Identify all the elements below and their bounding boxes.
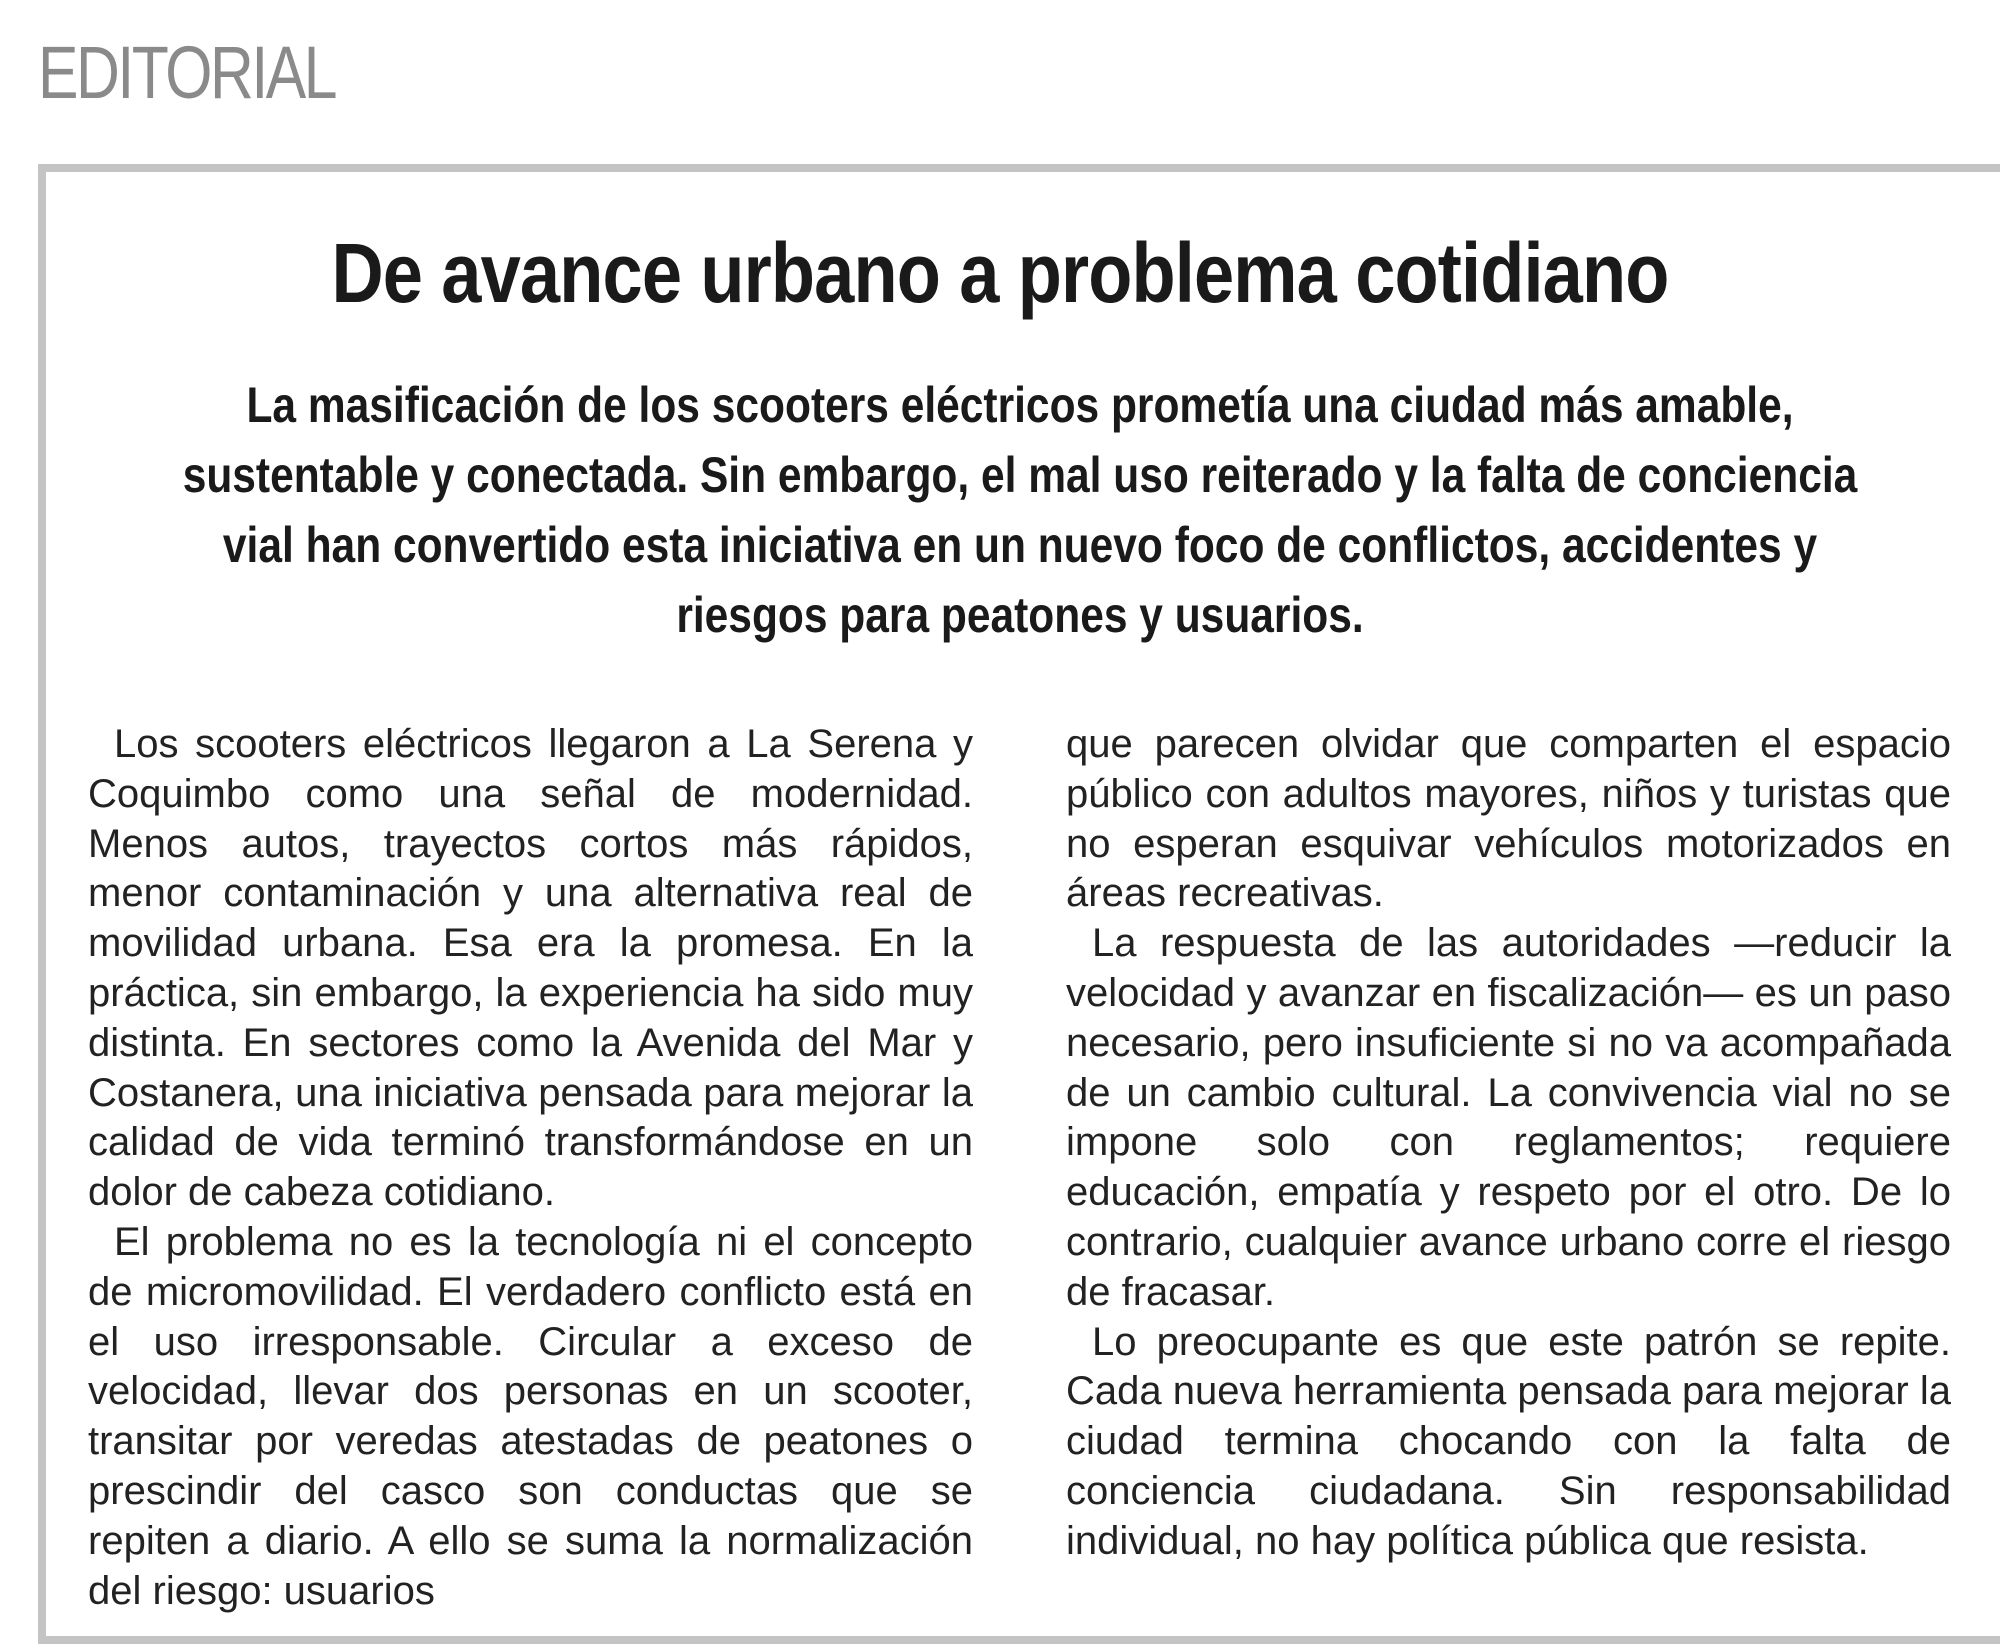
body-paragraph-continued: que parecen olvidar que comparten el espacio público con adultos mayores, niños y turistas que no esperan esquivar vehículos motorizados en áreas recreativas. xyxy=(1066,722,1951,916)
body-paragraph: Lo preocupante es que este patrón se repite. Cada nueva herramienta pensada para mejorar la ciudad termina chocando con la falta de conciencia ciudadana. Sin responsabilidad individual, no hay política pública que resista. xyxy=(1066,1319,1951,1563)
body-column-right xyxy=(1066,720,1951,1567)
deck-text: La masificación de los scooters eléctricos prometía una ciudad más amable, sustentable y conectada. Sin embargo, el mal uso reiterado y la falta de conciencia vial han convertido esta iniciativa en un nuevo foco de conflictos, accidentes y riesgos para peatones y usuarios. xyxy=(182,377,1858,643)
deck xyxy=(170,370,1870,650)
body-paragraph: El problema no es la tecnología ni el concepto de micromovilidad. El verdadero conflicto está en el uso irresponsable. Circular a exceso de velocidad, llevar dos personas en un scooter, transitar por veredas atestadas de peatones o prescindir del casco son conductas que se repiten a diario. A ello se suma la normalización del riesgo: usuarios xyxy=(88,1219,973,1613)
section-label: EDITORIAL xyxy=(38,31,336,114)
headline: De avance urbano a problema cotidiano xyxy=(331,226,1669,320)
body-column-left xyxy=(88,720,973,1616)
body-paragraph: La respuesta de las autoridades —reducir la velocidad y avanzar en fiscalización— es un paso necesario, pero insuficiente si no va acompañada de un cambio cultural. La convivencia vial no se impone solo con reglamentos; requiere educación, empatía y respeto por el otro. De lo contrario, cualquier avance urbano corre el riesgo de fracasar. xyxy=(1066,921,1951,1314)
body-paragraph: Los scooters eléctricos llegaron a La Serena y Coquimbo como una señal de modernidad. Menos autos, trayectos cortos más rápidos, menor contaminación y una alternativa real de movilidad urbana. Esa era la promesa. En la práctica, sin embargo, la experiencia ha sido muy distinta. En sectores como la Avenida del Mar y Costanera, una iniciativa pensada para mejorar la calidad de vida terminó transformándose en un dolor de cabeza cotidiano. xyxy=(88,722,973,1215)
